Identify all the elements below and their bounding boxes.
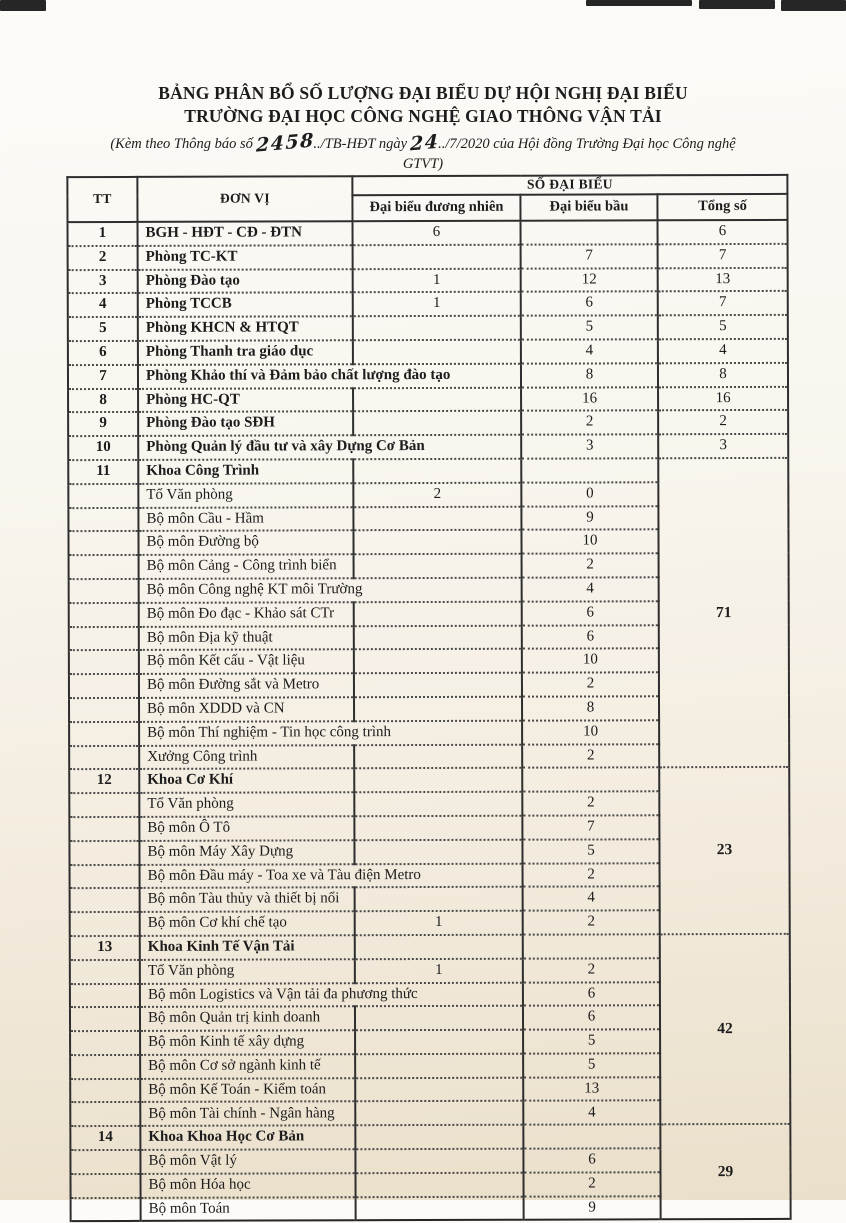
- unit-cell: Bộ môn Thí nghiệm - Tin học công trình: [139, 720, 522, 745]
- tt-cell: 5: [68, 317, 138, 341]
- bau-cell: [523, 1125, 660, 1149]
- tong-so-cell: 23: [659, 767, 790, 934]
- duong-nhien-cell: [354, 744, 522, 768]
- duong-nhien-cell: [353, 506, 521, 530]
- unit-cell: Khoa Cơ Khí: [139, 769, 354, 793]
- duong-nhien-cell: 6: [353, 221, 521, 245]
- bau-cell: 7: [522, 815, 659, 839]
- bau-cell: 8: [521, 363, 658, 387]
- tong-so-cell: 8: [658, 363, 788, 387]
- subtitle-mid: ../TB-HĐT ngày: [313, 136, 408, 153]
- table-row: [68, 339, 788, 365]
- tt-cell: [70, 888, 140, 912]
- bau-cell: 2: [522, 553, 659, 577]
- tt-cell: 14: [70, 1126, 140, 1150]
- document-header: [0, 82, 846, 174]
- column-header-duong-nhien: Đại biểu đương nhiên: [352, 195, 520, 222]
- bau-cell: 5: [523, 1053, 660, 1077]
- bau-cell: 2: [523, 863, 660, 887]
- table-row: [70, 1124, 790, 1150]
- tt-cell: 9: [68, 412, 138, 436]
- tt-cell: 1: [68, 222, 138, 246]
- tt-cell: 13: [70, 936, 140, 960]
- duong-nhien-cell: [355, 1125, 523, 1149]
- table-row: [68, 291, 788, 317]
- unit-cell: Khoa Công Trình: [138, 459, 353, 483]
- tt-cell: [69, 745, 139, 769]
- duong-nhien-cell: [356, 1196, 524, 1220]
- unit-cell: Bộ môn Hóa học: [140, 1173, 355, 1197]
- unit-cell: Bộ môn Cầu - Hầm: [138, 507, 353, 531]
- bau-cell: 5: [521, 315, 658, 339]
- table-row: [68, 386, 788, 412]
- tt-cell: [71, 1198, 141, 1222]
- bau-cell: 10: [521, 530, 658, 554]
- unit-cell: Tổ Văn phòng: [138, 483, 353, 507]
- unit-cell: Phòng TC-KT: [138, 245, 353, 269]
- tt-cell: [68, 507, 138, 531]
- bau-cell: 6: [522, 625, 659, 649]
- tt-cell: 3: [68, 270, 138, 294]
- tt-cell: [69, 674, 139, 698]
- duong-nhien-cell: [355, 935, 523, 959]
- duong-nhien-cell: [354, 673, 522, 697]
- bau-cell: 7: [521, 244, 658, 268]
- scan-artifact-top-right1: [699, 0, 775, 9]
- unit-cell: Phòng Quản lý đầu tư và xây Dựng Cơ Bản: [138, 435, 521, 460]
- tt-cell: [70, 912, 140, 936]
- tt-cell: [70, 1031, 140, 1055]
- tong-so-cell: 3: [658, 434, 788, 458]
- scan-artifact-top-right2: [781, 0, 846, 11]
- tt-cell: [69, 555, 139, 579]
- unit-cell: Bộ môn Kết cấu - Vật liệu: [139, 650, 354, 674]
- unit-cell: Bộ môn XDDD và CN: [139, 697, 354, 721]
- scan-artifact-top-mid: [586, 0, 692, 6]
- duong-nhien-cell: [354, 792, 522, 816]
- bau-cell: 5: [523, 1029, 660, 1053]
- unit-cell: Bộ môn Đo đạc - Khảo sát CTr: [139, 602, 354, 626]
- unit-cell: Bộ môn Kinh tế xây dựng: [140, 1030, 355, 1054]
- unit-cell: Phòng Thanh tra giáo dục: [138, 340, 353, 364]
- unit-cell: Khoa Kinh Tế Vận Tải: [140, 935, 355, 959]
- bau-cell: 0: [521, 482, 658, 506]
- unit-cell: Bộ môn Cơ sở ngành kinh tế: [140, 1054, 355, 1078]
- unit-cell: Phòng Khảo thí và Đảm bảo chất lượng đào tạo: [138, 363, 521, 388]
- tt-cell: 4: [68, 293, 138, 317]
- unit-cell: Bộ môn Logistics và Vận tải đa phương thức: [140, 982, 523, 1007]
- document-subtitle: [0, 129, 846, 174]
- table-row: [68, 267, 788, 293]
- duong-nhien-cell: 1: [355, 911, 523, 935]
- unit-cell: Bộ môn Cảng - Công trình biển: [139, 554, 354, 578]
- tt-cell: [69, 722, 139, 746]
- duong-nhien-cell: 1: [353, 268, 521, 292]
- unit-cell: Phòng KHCN & HTQT: [138, 316, 353, 340]
- bau-cell: 6: [523, 1006, 660, 1030]
- duong-nhien-cell: [353, 530, 521, 554]
- subtitle-suffix: ../7/2020 của Hội đồng Trường Đại học Công nghệ: [438, 136, 736, 153]
- table-row: [70, 934, 790, 960]
- bau-cell: 12: [521, 268, 658, 292]
- unit-cell: Bộ môn Đường bộ: [138, 531, 353, 555]
- duong-nhien-cell: [354, 816, 522, 840]
- document-title-line1: BẢNG PHÂN BỔ SỐ LƯỢNG ĐẠI BIỂU DỰ HỘI NGHỊ ĐẠI BIỂU: [158, 83, 688, 103]
- tt-cell: 8: [68, 388, 138, 412]
- bau-cell: 6: [521, 292, 658, 316]
- unit-cell: Phòng TCCB: [138, 293, 353, 317]
- bau-cell: 2: [522, 744, 659, 768]
- duong-nhien-cell: [354, 601, 522, 625]
- tt-cell: [70, 1079, 140, 1103]
- unit-cell: Bộ môn Địa kỹ thuật: [139, 626, 354, 650]
- unit-cell: Bộ môn Vật lý: [140, 1149, 355, 1173]
- bau-cell: [521, 220, 658, 244]
- scan-artifact-top-left: [0, 0, 46, 11]
- table-row: [68, 410, 788, 436]
- duong-nhien-cell: 1: [355, 958, 523, 982]
- unit-cell: Bộ môn Toán: [141, 1197, 356, 1221]
- bau-cell: 2: [523, 910, 660, 934]
- unit-cell: Phòng Đào tạo: [138, 269, 353, 293]
- delegates-table: [66, 174, 791, 1223]
- bau-cell: 10: [522, 720, 659, 744]
- unit-cell: Bộ môn Đầu máy - Toa xe và Tàu điện Metro: [140, 863, 523, 888]
- duong-nhien-cell: [355, 1173, 523, 1197]
- delegates-table-wrapper: [66, 174, 789, 1223]
- tt-cell: [70, 1150, 140, 1174]
- bau-cell: 6: [523, 982, 660, 1006]
- tong-so-cell: 7: [658, 291, 788, 315]
- unit-cell: Tổ Văn phòng: [140, 959, 355, 983]
- tong-so-cell: 6: [657, 220, 787, 244]
- bau-cell: 2: [522, 672, 659, 696]
- duong-nhien-cell: [353, 340, 521, 364]
- bau-cell: 6: [522, 601, 659, 625]
- duong-nhien-cell: [353, 316, 521, 340]
- handwritten-day: 24: [409, 130, 440, 156]
- unit-cell: Bộ môn Cơ khí chế tạo: [140, 911, 355, 935]
- bau-cell: [522, 768, 659, 792]
- column-header-tong-so: Tổng số: [657, 194, 787, 220]
- tt-cell: [69, 626, 139, 650]
- bau-cell: 5: [522, 839, 659, 863]
- subtitle-prefix: (Kèm theo Thông báo số: [110, 136, 253, 153]
- bau-cell: [521, 458, 658, 482]
- unit-cell: Bộ môn Kế Toán - Kiểm toán: [140, 1078, 355, 1102]
- column-header-tt: TT: [67, 177, 137, 222]
- tt-cell: 10: [68, 436, 138, 460]
- tt-cell: 12: [69, 769, 139, 793]
- tong-so-cell: 5: [658, 315, 788, 339]
- tt-cell: [68, 484, 138, 508]
- duong-nhien-cell: [354, 768, 522, 792]
- tong-so-cell: 7: [658, 244, 788, 268]
- bau-cell: 6: [523, 1148, 660, 1172]
- duong-nhien-cell: [355, 887, 523, 911]
- unit-cell: Phòng HC-QT: [138, 388, 353, 412]
- duong-nhien-cell: [355, 1030, 523, 1054]
- duong-nhien-cell: 1: [353, 292, 521, 316]
- tt-cell: [70, 960, 140, 984]
- bau-cell: 4: [523, 1101, 660, 1125]
- bau-cell: 16: [521, 387, 658, 411]
- duong-nhien-cell: [353, 245, 521, 269]
- document-title-line2: TRƯỜNG ĐẠI HỌC CÔNG NGHỆ GIAO THÔNG VẬN TẢI: [184, 106, 662, 127]
- column-header-so-dai-bieu: SỐ ĐẠI BIỂU: [352, 175, 787, 195]
- bau-cell: 2: [523, 958, 660, 982]
- unit-cell: Bộ môn Quản trị kinh doanh: [140, 1007, 355, 1031]
- tt-cell: [70, 864, 140, 888]
- duong-nhien-cell: [353, 459, 521, 483]
- bau-cell: [523, 934, 660, 958]
- bau-cell: 3: [521, 434, 658, 458]
- duong-nhien-cell: [354, 839, 522, 863]
- tt-cell: [70, 983, 140, 1007]
- table-row: [69, 767, 789, 793]
- table-row: [68, 363, 788, 389]
- unit-cell: Bộ môn Tài chính - Ngân hàng: [140, 1102, 355, 1126]
- bau-cell: 10: [522, 649, 659, 673]
- tt-cell: [69, 841, 139, 865]
- tt-cell: 6: [68, 341, 138, 365]
- bau-cell: 9: [524, 1196, 661, 1220]
- unit-cell: Bộ môn Đường sắt và Metro: [139, 673, 354, 697]
- unit-cell: Khoa Khoa Học Cơ Bản: [140, 1126, 355, 1150]
- duong-nhien-cell: [353, 387, 521, 411]
- duong-nhien-cell: [355, 1101, 523, 1125]
- bau-cell: 4: [521, 339, 658, 363]
- duong-nhien-cell: [355, 1054, 523, 1078]
- tt-cell: [69, 650, 139, 674]
- bau-cell: 13: [523, 1077, 660, 1101]
- tt-cell: 2: [68, 246, 138, 270]
- duong-nhien-cell: [355, 1006, 523, 1030]
- tt-cell: [69, 603, 139, 627]
- bau-cell: 2: [522, 791, 659, 815]
- unit-cell: BGH - HĐT - CĐ - ĐTN: [138, 221, 353, 245]
- tt-cell: [70, 1055, 140, 1079]
- duong-nhien-cell: [355, 1149, 523, 1173]
- unit-cell: Xưởng Công trình: [139, 745, 354, 769]
- tt-cell: [69, 793, 139, 817]
- duong-nhien-cell: [354, 697, 522, 721]
- duong-nhien-cell: [354, 554, 522, 578]
- bau-cell: 2: [521, 411, 658, 435]
- bau-cell: 4: [523, 887, 660, 911]
- table-row: [68, 434, 788, 460]
- unit-cell: Phòng Đào tạo SĐH: [138, 412, 353, 436]
- tong-so-cell: 4: [658, 339, 788, 363]
- column-header-don-vi: ĐƠN VỊ: [137, 176, 352, 222]
- subtitle-line2: GTVT): [402, 155, 444, 172]
- tt-cell: [69, 579, 139, 603]
- tong-so-cell: 29: [660, 1124, 790, 1220]
- table-row: [68, 458, 788, 484]
- bau-cell: 2: [523, 1172, 660, 1196]
- tong-so-cell: 13: [658, 267, 788, 291]
- duong-nhien-cell: [354, 625, 522, 649]
- tt-cell: [70, 1102, 140, 1126]
- table-row: [68, 244, 788, 270]
- tong-so-cell: 42: [660, 934, 791, 1125]
- unit-cell: Bộ môn Máy Xây Dựng: [139, 840, 354, 864]
- tt-cell: 7: [68, 365, 138, 389]
- duong-nhien-cell: 2: [353, 482, 521, 506]
- tong-so-cell: 16: [658, 386, 788, 410]
- bau-cell: 8: [522, 696, 659, 720]
- duong-nhien-cell: [354, 649, 522, 673]
- tt-cell: [69, 698, 139, 722]
- unit-cell: Bộ môn Công nghệ KT môi Trường: [139, 578, 522, 603]
- unit-cell: Bộ môn Ô Tô: [139, 816, 354, 840]
- handwritten-document-number: 2458: [255, 129, 315, 157]
- duong-nhien-cell: [353, 411, 521, 435]
- unit-cell: Tổ Văn phòng: [139, 792, 354, 816]
- unit-cell: Bộ môn Tàu thủy và thiết bị nổi: [140, 888, 355, 912]
- tt-cell: [68, 531, 138, 555]
- tong-so-cell: 2: [658, 410, 788, 434]
- tt-cell: [70, 1174, 140, 1198]
- tt-cell: [69, 817, 139, 841]
- table-row: [68, 315, 788, 341]
- bau-cell: 9: [521, 506, 658, 530]
- column-header-bau: Đại biểu bầu: [520, 194, 657, 220]
- tt-cell: 11: [68, 460, 138, 484]
- table-row: [68, 220, 788, 246]
- bau-cell: 4: [522, 577, 659, 601]
- duong-nhien-cell: [355, 1077, 523, 1101]
- tong-so-cell: 71: [658, 458, 789, 768]
- tt-cell: [70, 1007, 140, 1031]
